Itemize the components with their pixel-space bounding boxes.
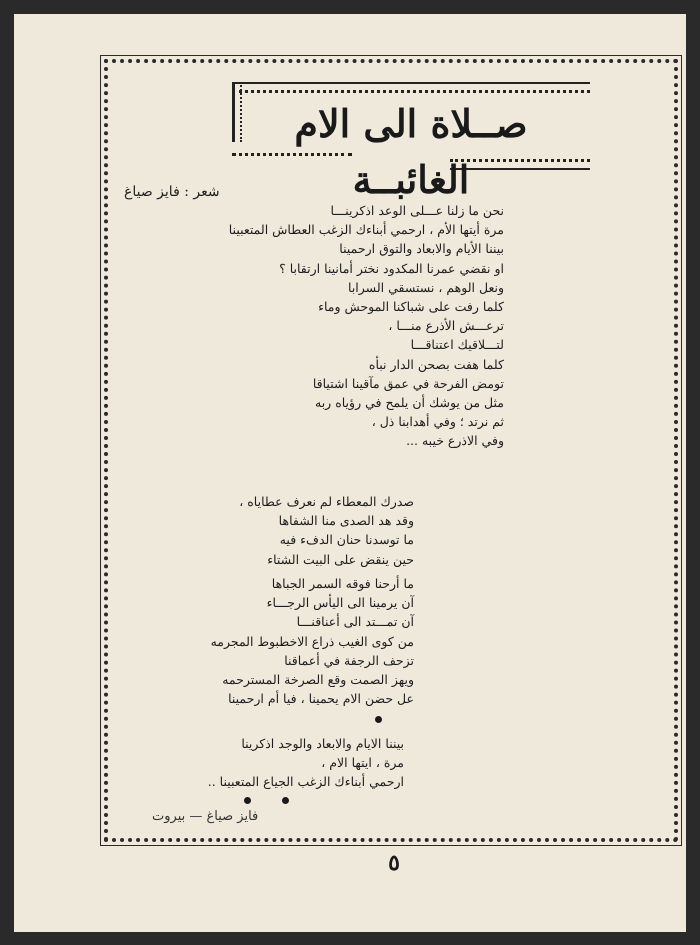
- verse-line: ونعل الوهم ، نستسقي السرابا: [348, 279, 504, 295]
- section-separator-dot: [375, 716, 382, 723]
- verse-line: بيننا الأيام والابعاد والتوق ارحمينا: [339, 241, 504, 257]
- verse-line: ارحمي أبناءك الزغب الجياع المتعبينا ..: [207, 774, 404, 790]
- verse-line: آن يرمينا الى اليأس الرجـــاء: [266, 595, 414, 611]
- verse-line: كلما هفت بصحن الدار نبأه: [368, 356, 504, 372]
- verse-line: ترعـــش الأذرع منـــا ،: [388, 318, 504, 334]
- verse-line: ما أرحنا فوقه السمر الجباها: [271, 576, 414, 591]
- title-ornament-top: [232, 82, 590, 93]
- verse-line: صدرك المعطاء لم نعرف عطاياه ،: [239, 494, 414, 509]
- verse-line: ويهز الصمت وقع الصرخة المسترحمه: [222, 672, 414, 688]
- page-number: ٥: [388, 850, 400, 876]
- verse-line: او نقضي عمرنا المكدود نختر أمانينا ارتقابا ؟: [279, 260, 504, 276]
- title-ornament-bottom: [450, 159, 590, 170]
- verse-line: مرة ، ايتها الام ،: [321, 755, 404, 771]
- verse-line: وقد هد الصدى منا الشفاها: [278, 513, 414, 529]
- footer-credit: فايز صياغ — بيروت: [152, 809, 259, 824]
- verse-line: لتـــلاقيك اعتناقـــا: [410, 337, 504, 353]
- magazine-page: [14, 14, 686, 932]
- poem-title: صــلاة الى الام الغائبــة: [294, 101, 528, 202]
- title-box: [232, 82, 590, 202]
- verse-line: آن تمـــتد الى أعناقنـــا: [296, 614, 414, 630]
- verse-line: حين ينقض على البيت الشتاء: [267, 551, 414, 567]
- verse-line: مثل من يوشك أن يلمح في رؤياه ربه: [315, 395, 504, 411]
- stanza-3: [134, 734, 404, 792]
- verse-line: نحن ما زلنا عـــلى الوعد اذكرينـــا: [330, 203, 504, 218]
- verse-line: تزحف الرجفة في أعماقنا: [284, 652, 414, 668]
- stanza-1: [134, 201, 504, 451]
- stanza-2b: [134, 574, 414, 708]
- verse-line: وفي الاذرع خيبه ...: [406, 433, 504, 449]
- stanza-2a: [134, 492, 414, 569]
- verse-line: تومض الفرحة في عمق مآقينا اشتياقا: [312, 375, 504, 391]
- ending-dot-right: [282, 797, 289, 804]
- verse-line: ثم نرتد ؛ وفي أهدابنا ذل ،: [371, 414, 504, 430]
- verse-line: ما توسدنا حنان الدفء فيه: [279, 532, 414, 548]
- verse-line: عل حضن الام يحمينا ، فيا أم ارحمينا: [228, 691, 414, 707]
- poet-byline: شعر : فايز صياغ: [124, 184, 220, 200]
- verse-line: من كوى الغيب ذراع الاخطبوط المجرمه: [210, 633, 414, 649]
- verse-line: كلما رفت على شباكنا الموحش وماء: [318, 299, 504, 315]
- ending-dot-left: [244, 797, 251, 804]
- verse-line: مرة أيتها الأم ، ارحمي أبناءك الزغب العطاش المتعبينا: [228, 222, 504, 238]
- verse-line: بيننا الايام والابعاد والوجد اذكرينا: [241, 736, 404, 751]
